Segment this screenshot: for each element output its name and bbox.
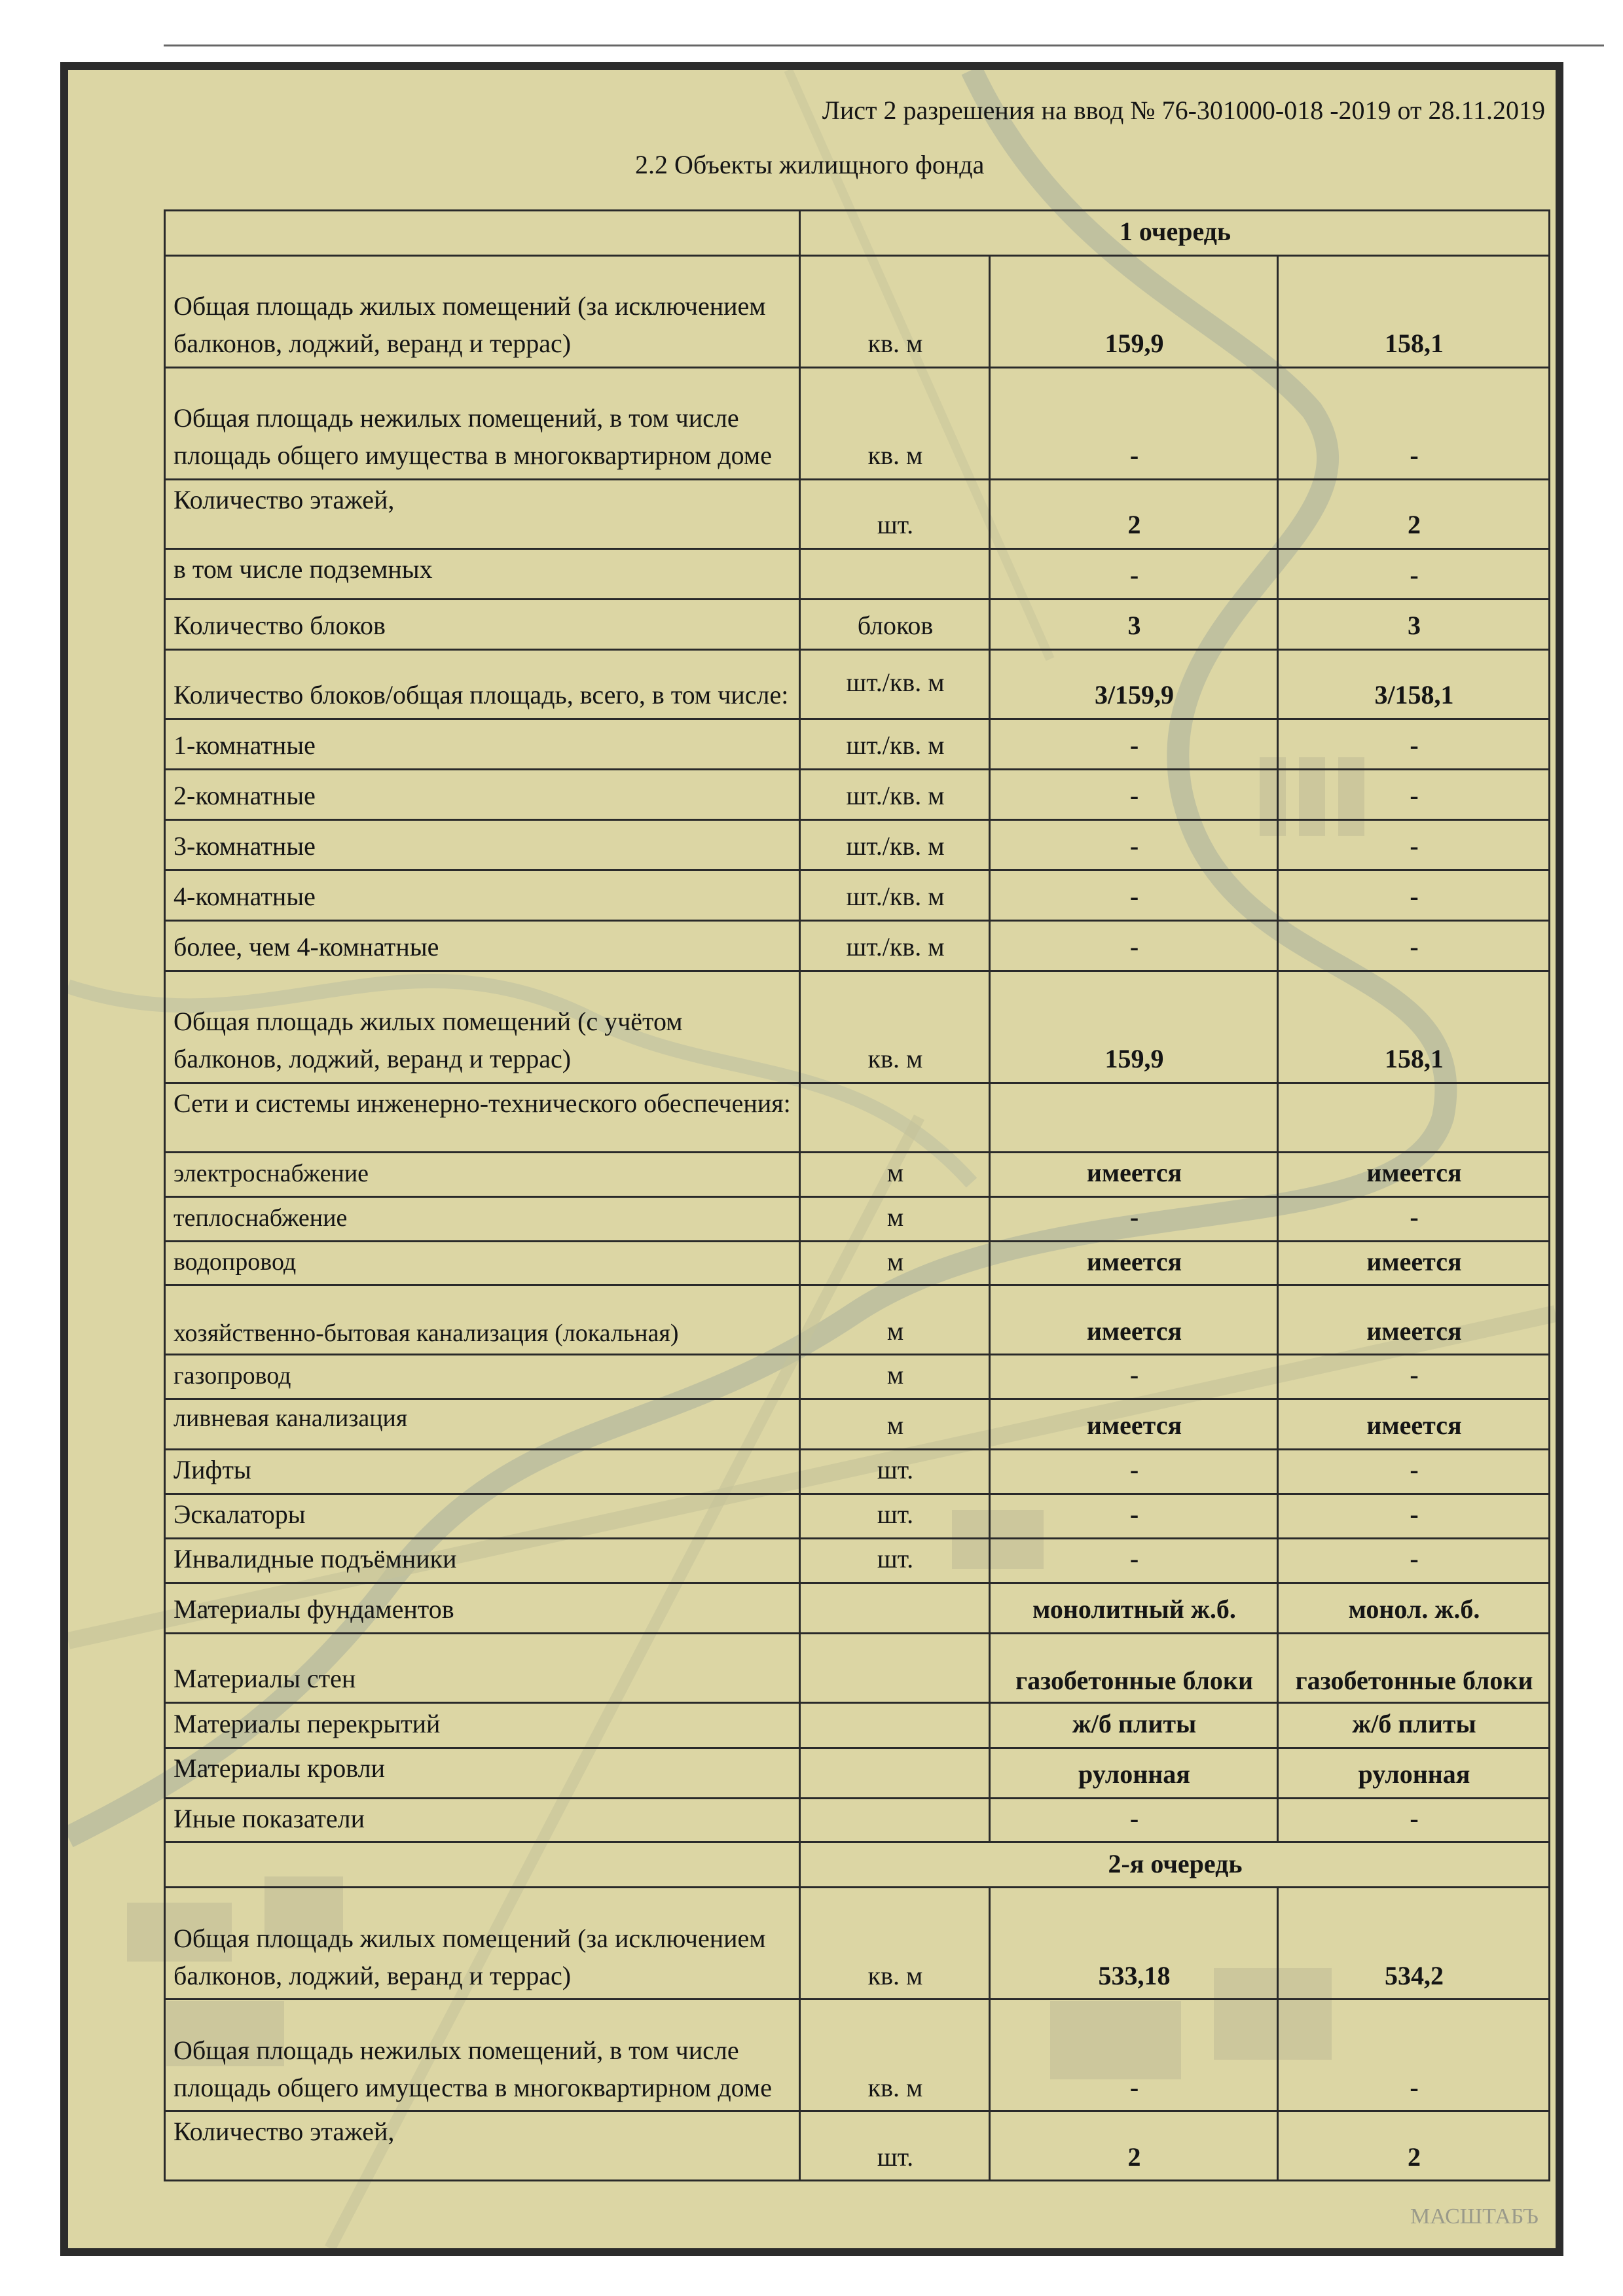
row-value-2: 158,1 [1278,971,1550,1083]
row-unit: м [800,1241,990,1285]
section-heading: 2-я очередь [800,1842,1550,1888]
table-row [165,1583,1550,1633]
row-value-2: - [1278,820,1550,870]
row-value-1: рулонная [990,1748,1278,1798]
row-label: ливневая канализация [165,1399,800,1450]
row-value-1: имеется [990,1285,1278,1355]
row-value-2: - [1278,870,1550,921]
row-unit: м [800,1196,990,1241]
row-label: Материалы фундаментов [165,1583,800,1633]
row-unit: шт. [800,1450,990,1494]
row-unit: шт./кв. м [800,719,990,770]
row-unit [800,1798,990,1842]
row-unit: шт./кв. м [800,870,990,921]
row-label: водопровод [165,1241,800,1285]
table-row [165,1241,1550,1285]
table-row [165,1494,1550,1538]
row-value-2: - [1278,1494,1550,1538]
row-value-1: - [990,719,1278,770]
table-row [165,921,1550,971]
row-label: Количество этажей, [165,480,800,549]
row-value-2: - [1278,1538,1550,1583]
row-value-1: - [990,1494,1278,1538]
table-row [165,719,1550,770]
row-label: Количество этажей, [165,2111,800,2181]
row-value-1: 2 [990,480,1278,549]
row-unit [800,1583,990,1633]
table-row [165,650,1550,719]
table-row [165,1285,1550,1355]
row-unit: шт. [800,1494,990,1538]
row-value-2: - [1278,1450,1550,1494]
row-unit: кв. м [800,971,990,1083]
table-row [165,600,1550,650]
row-value-2: имеется [1278,1399,1550,1450]
row-label: в том числе подземных [165,549,800,600]
row-value-2: - [1278,1196,1550,1241]
table-row [165,1702,1550,1748]
row-value-1: ж/б плиты [990,1702,1278,1748]
row-value-2: 158,1 [1278,256,1550,368]
row-value-2: газобетонные блоки [1278,1633,1550,1702]
row-label: Иные показатели [165,1798,800,1842]
row-value-2: - [1278,2000,1550,2111]
table-row [165,2000,1550,2111]
table-row [165,549,1550,600]
row-unit: кв. м [800,1888,990,2000]
row-value-2: рулонная [1278,1748,1550,1798]
row-label: Количество блоков/общая площадь, всего, в том числе: [165,650,800,719]
row-unit: кв. м [800,2000,990,2111]
row-value-2: - [1278,1355,1550,1399]
row-value-2: 3/158,1 [1278,650,1550,719]
row-label: Общая площадь нежилых помещений, в том числе площадь общего имущества в многоквартирном доме [165,2000,800,2111]
row-value-2: 3 [1278,600,1550,650]
row-value-1: - [990,1450,1278,1494]
row-value-2: имеется [1278,1241,1550,1285]
table-row [165,1083,1550,1153]
row-unit [800,1633,990,1702]
row-label: 1-комнатные [165,719,800,770]
row-value-1: - [990,2000,1278,2111]
housing-table [164,209,1550,2181]
row-unit: шт./кв. м [800,650,990,719]
row-unit [800,1748,990,1798]
row-unit: м [800,1355,990,1399]
row-unit: м [800,1399,990,1450]
top-rule [164,45,1604,46]
row-value-1: 2 [990,2111,1278,2181]
row-value-2: монол. ж.б. [1278,1583,1550,1633]
row-label: Общая площадь нежилых помещений, в том числе площадь общего имущества в многоквартирном доме [165,368,800,480]
row-label: Общая площадь жилых помещений (с учётом балконов, лоджий, веранд и террас) [165,971,800,1083]
table-row [165,211,1550,256]
row-label: Общая площадь жилых помещений (за исключением балконов, лоджий, веранд и террас) [165,256,800,368]
row-value-1: - [990,1798,1278,1842]
row-label: теплоснабжение [165,1196,800,1241]
row-unit [800,549,990,600]
row-label: Сети и системы инженерно-технического обеспечения: [165,1083,800,1153]
row-label: 2-комнатные [165,770,800,820]
row-value-1: имеется [990,1241,1278,1285]
row-value-1: имеется [990,1153,1278,1197]
row-value-1: - [990,820,1278,870]
row-value-2: имеется [1278,1153,1550,1197]
row-value-1: - [990,549,1278,600]
row-value-1: имеется [990,1399,1278,1450]
map-stamp-text: МАСШТАБЪ [1410,2204,1539,2229]
row-label: 4-комнатные [165,870,800,921]
row-unit: кв. м [800,368,990,480]
row-label: Лифты [165,1450,800,1494]
row-value-1: - [990,368,1278,480]
row-value-1 [990,1083,1278,1153]
row-unit: шт. [800,2111,990,2181]
table-row [165,1153,1550,1197]
row-label: газопровод [165,1355,800,1399]
table-row [165,1399,1550,1450]
table-row [165,2111,1550,2181]
row-unit: м [800,1285,990,1355]
row-unit: шт. [800,1538,990,1583]
row-label: хозяйственно-бытовая канализация (локальная) [165,1285,800,1355]
row-label: Материалы стен [165,1633,800,1702]
row-value-2: - [1278,549,1550,600]
row-value-1: - [990,1196,1278,1241]
row-value-2: - [1278,719,1550,770]
row-unit: шт./кв. м [800,921,990,971]
table-row [165,1798,1550,1842]
row-label: Материалы кровли [165,1748,800,1798]
row-value-1: 3 [990,600,1278,650]
row-value-1: - [990,921,1278,971]
table-row [165,1748,1550,1798]
row-value-2: - [1278,1798,1550,1842]
row-label: Инвалидные подъёмники [165,1538,800,1583]
row-label: 3-комнатные [165,820,800,870]
table-row [165,1633,1550,1702]
table-row [165,820,1550,870]
section-title: 2.2 Объекты жилищного фонда [635,150,985,179]
table-row [165,1888,1550,2000]
table-row [165,971,1550,1083]
section-heading: 1 очередь [800,211,1550,256]
row-value-1: 3/159,9 [990,650,1278,719]
row-value-1: - [990,1538,1278,1583]
row-unit: шт. [800,480,990,549]
row-value-1: - [990,1355,1278,1399]
row-value-1: 533,18 [990,1888,1278,2000]
row-value-2: ж/б плиты [1278,1702,1550,1748]
row-value-2: - [1278,368,1550,480]
table-row [165,870,1550,921]
table-row [165,1538,1550,1583]
row-label: электроснабжение [165,1153,800,1197]
row-value-2: 534,2 [1278,1888,1550,2000]
row-value-2: - [1278,921,1550,971]
table-row [165,1355,1550,1399]
table-row [165,770,1550,820]
row-value-2: 2 [1278,480,1550,549]
row-unit [800,1702,990,1748]
row-value-2: имеется [1278,1285,1550,1355]
row-value-1: 159,9 [990,971,1278,1083]
row-unit: кв. м [800,256,990,368]
table-row [165,1450,1550,1494]
row-value-2: 2 [1278,2111,1550,2181]
row-value-1: газобетонные блоки [990,1633,1278,1702]
row-value-1: - [990,770,1278,820]
row-value-1: монолитный ж.б. [990,1583,1278,1633]
table-row [165,368,1550,480]
row-unit: шт./кв. м [800,820,990,870]
row-unit: блоков [800,600,990,650]
row-value-1: 159,9 [990,256,1278,368]
row-label: более, чем 4-комнатные [165,921,800,971]
row-unit [800,1083,990,1153]
row-value-2 [1278,1083,1550,1153]
row-label: Эскалаторы [165,1494,800,1538]
row-label: Общая площадь жилых помещений (за исключением балконов, лоджий, веранд и террас) [165,1888,800,2000]
table-row [165,480,1550,549]
table-row [165,1842,1550,1888]
sheet-header: Лист 2 разрешения на ввод № 76-301000-018 -2019 от 28.11.2019 [822,96,1545,125]
table-row [165,256,1550,368]
row-unit: м [800,1153,990,1197]
row-label: Материалы перекрытий [165,1702,800,1748]
row-label: Количество блоков [165,600,800,650]
row-value-1: - [990,870,1278,921]
row-unit: шт./кв. м [800,770,990,820]
row-value-2: - [1278,770,1550,820]
table-row [165,1196,1550,1241]
